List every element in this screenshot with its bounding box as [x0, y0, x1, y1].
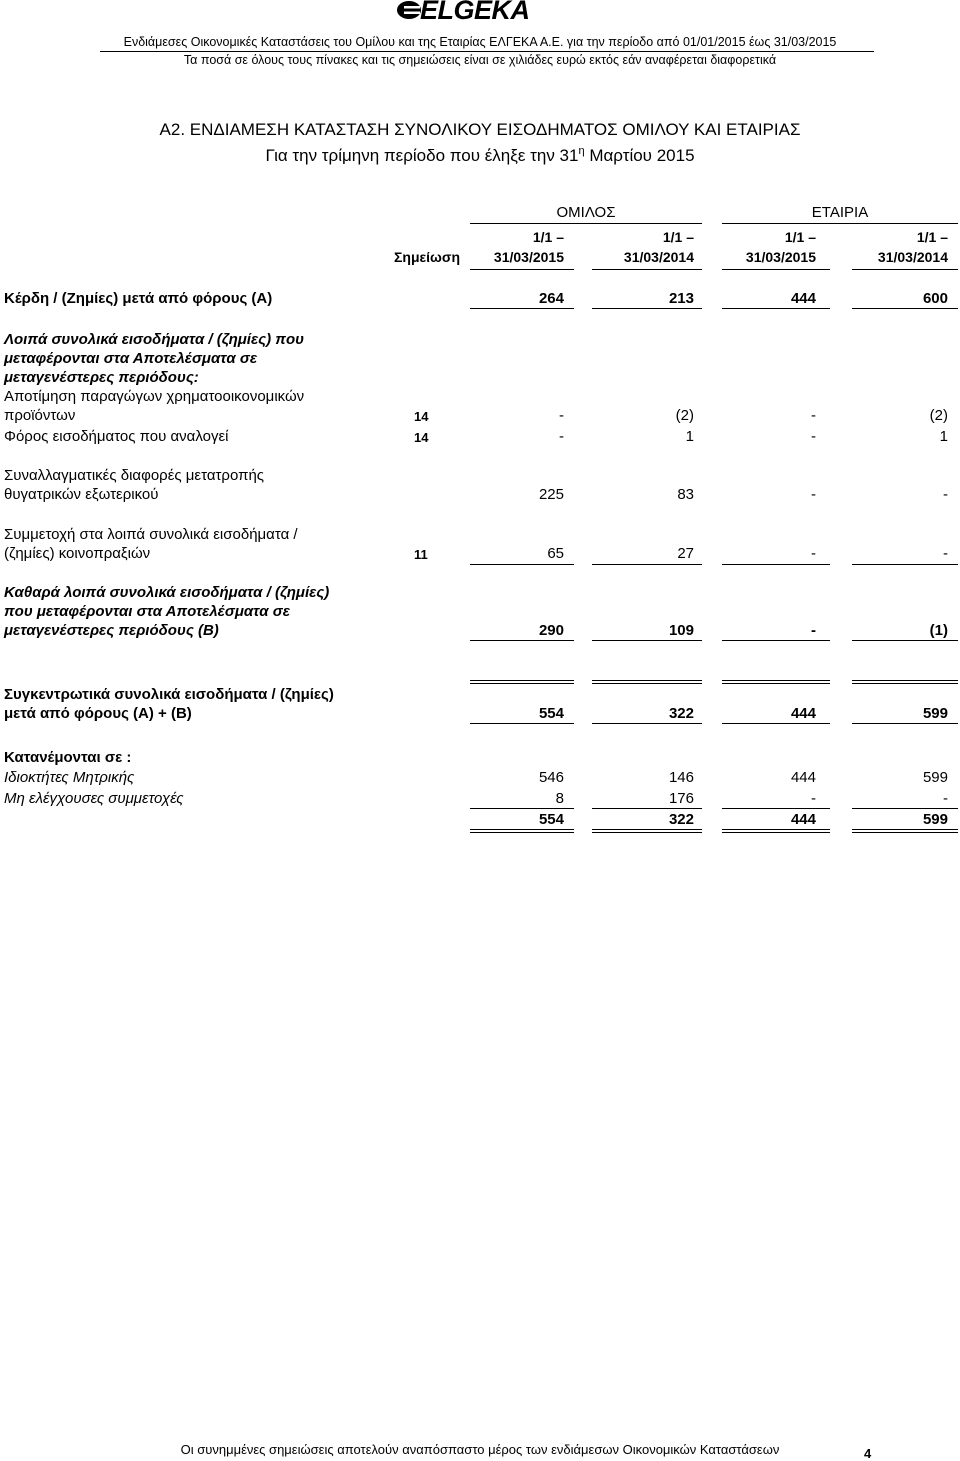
- row-label-derivatives-1: Αποτίμηση παραγώγων χρηματοοικονομικών: [4, 388, 305, 405]
- row-label-net-oci-2: που μεταφέρονται στα Αποτελέσματα σε: [4, 603, 290, 620]
- logo-e-icon: [396, 0, 422, 20]
- sum-rule-col4-a: [852, 829, 958, 830]
- group-header-company: ΕΤΑΙΡΙΑ: [811, 204, 869, 221]
- owners-col3: 444: [790, 769, 816, 786]
- profit-col4: 600: [922, 290, 948, 307]
- jv-rule-col3: [722, 564, 830, 565]
- row-label-tax: Φόρος εισοδήματος που αναλογεί: [4, 428, 229, 445]
- sum-col1: 554: [538, 811, 564, 828]
- row-label-total-1: Συγκεντρωτικά συνολικά εισοδήματα / (ζημίες): [4, 686, 334, 703]
- jv-col2: 27: [677, 545, 694, 562]
- total-bottom-rule-col3: [722, 723, 830, 724]
- derivatives-col2: (2): [675, 407, 694, 424]
- fx-col3: -: [811, 486, 816, 503]
- jv-rule-col4: [852, 564, 958, 565]
- sum-rule-col2-b: [592, 832, 702, 833]
- row-label-profit: Κέρδη / (Ζημίες) μετά από φόρους (Α): [4, 290, 273, 307]
- derivatives-note: 14: [414, 409, 429, 424]
- col3-header-bottom: 31/03/2015: [745, 249, 816, 265]
- nci-rule-col4: [852, 808, 958, 809]
- net-oci-rule-col4: [852, 640, 958, 641]
- total-top-rule-col3-b: [722, 683, 830, 684]
- page-number: 4: [864, 1446, 872, 1461]
- fx-col2: 83: [677, 486, 694, 503]
- fx-col4: -: [943, 486, 948, 503]
- col2-header-bottom: 31/03/2014: [623, 249, 694, 265]
- nci-col1: 8: [555, 790, 564, 807]
- profit-rule-col4: [852, 308, 958, 309]
- note-column-header: Σημείωση: [393, 249, 460, 265]
- nci-rule-col2: [592, 808, 702, 809]
- net-oci-rule-col2: [592, 640, 702, 641]
- total-col1: 554: [538, 705, 564, 722]
- col2-header-top: 1/1 –: [662, 229, 694, 245]
- owners-col2: 146: [668, 769, 694, 786]
- sum-rule-col3-a: [722, 829, 830, 830]
- derivatives-col4: (2): [929, 407, 948, 424]
- group-header-group: ΟΜΙΛΟΣ: [556, 204, 616, 221]
- nci-col3: -: [811, 790, 816, 807]
- derivatives-col3: -: [811, 407, 816, 424]
- row-label-nci: Μη ελέγχουσες συμμετοχές: [4, 790, 184, 807]
- brand-name: ELGEKA: [420, 0, 530, 25]
- profit-col1: 264: [538, 290, 564, 307]
- row-label-attributed: Κατανέμονται σε :: [4, 749, 132, 766]
- total-bottom-rule-col4: [852, 723, 958, 724]
- jv-col4: -: [943, 545, 948, 562]
- profit-rule-col2: [592, 308, 702, 309]
- col4-header-rule: [852, 269, 958, 270]
- tax-col3: -: [811, 428, 816, 445]
- row-label-fx-1: Συναλλαγματικές διαφορές μετατροπής: [4, 467, 265, 484]
- total-bottom-rule-col1: [470, 723, 574, 724]
- col4-header-top: 1/1 –: [916, 229, 948, 245]
- row-label-fx-2: θυγατρικών εξωτερικού: [4, 486, 159, 503]
- tax-note: 14: [414, 430, 429, 445]
- jv-col3: -: [811, 545, 816, 562]
- derivatives-col1: -: [559, 407, 564, 424]
- total-col3: 444: [790, 705, 816, 722]
- row-label-owners: Ιδιοκτήτες Μητρικής: [4, 769, 135, 786]
- tax-col2: 1: [685, 428, 694, 445]
- total-col2: 322: [668, 705, 694, 722]
- sum-rule-col3-b: [722, 832, 830, 833]
- jv-col1: 65: [547, 545, 564, 562]
- col1-header-bottom: 31/03/2015: [493, 249, 564, 265]
- col2-header-rule: [592, 269, 702, 270]
- col3-header-top: 1/1 –: [784, 229, 816, 245]
- net-oci-col1: 290: [538, 622, 564, 639]
- oci-heading-line1: Λοιπά συνολικά εισοδήματα / (ζημίες) που: [4, 331, 304, 348]
- col1-header-top: 1/1 –: [532, 229, 564, 245]
- jv-rule-col1: [470, 564, 574, 565]
- profit-col3: 444: [790, 290, 816, 307]
- elgeka-logo: [396, 0, 536, 24]
- profit-rule-col1: [470, 308, 574, 309]
- col4-header-bottom: 31/03/2014: [877, 249, 948, 265]
- sum-col4: 599: [922, 811, 948, 828]
- net-oci-rule-col1: [470, 640, 574, 641]
- page-title: Α2. ΕΝΔΙΑΜΕΣΗ ΚΑΤΑΣΤΑΣΗ ΣΥΝΟΛΙΚΟΥ ΕΙΣΟΔΗΜΑΤΟΣ ΟΜΙΛΟΥ ΚΑΙ ΕΤΑΙΡΙΑΣ: [159, 120, 801, 139]
- jv-rule-col2: [592, 564, 702, 565]
- total-col4: 599: [922, 705, 948, 722]
- net-oci-col3: -: [811, 622, 816, 639]
- group-rule-left: [470, 223, 702, 224]
- sum-rule-col4-b: [852, 832, 958, 833]
- total-top-rule-col2-b: [592, 683, 702, 684]
- row-label-net-oci-1: Καθαρά λοιπά συνολικά εισοδήματα / (ζημίες): [4, 584, 330, 601]
- header-line-2: Τα ποσά σε όλους τους πίνακες και τις σημειώσεις είναι σε χιλιάδες ευρώ εκτός εάν αναφέρεται διαφορετικά: [183, 53, 777, 67]
- total-top-rule-col1-b: [470, 683, 574, 684]
- total-bottom-rule-col2: [592, 723, 702, 724]
- header-line-1: Ενδιάμεσες Οικονομικές Καταστάσεις του Ομίλου και της Εταιρίας ΕΛΓΕΚΑ Α.Ε. για την περίοδο από 01/01/2015 έως 31/03/2015: [123, 35, 837, 49]
- row-label-jv-1: Συμμετοχή στα λοιπά συνολικά εισοδήματα /: [4, 526, 298, 543]
- net-oci-col2: 109: [668, 622, 694, 639]
- sum-col2: 322: [668, 811, 694, 828]
- sum-rule-col1-a: [470, 829, 574, 830]
- row-label-derivatives-2: προϊόντων: [4, 407, 76, 424]
- total-top-rule-col4-b: [852, 683, 958, 684]
- footer-note: Οι συνημμένες σημειώσεις αποτελούν αναπόσπαστο μέρος των ενδιάμεσων Οικονομικών Καταστάσεων: [180, 1442, 780, 1457]
- group-rule-right: [722, 223, 958, 224]
- jv-note: 11: [414, 547, 428, 562]
- owners-col1: 546: [538, 769, 564, 786]
- tax-col1: -: [559, 428, 564, 445]
- row-label-jv-2: (ζημίες) κοινοπραξιών: [4, 545, 151, 562]
- sum-col3: 444: [790, 811, 816, 828]
- net-oci-rule-col3: [722, 640, 830, 641]
- col1-header-rule: [470, 269, 574, 270]
- total-top-rule-col1-a: [470, 680, 574, 681]
- owners-col4: 599: [922, 769, 948, 786]
- row-label-net-oci-3: μεταγενέστερες περιόδους (Β): [4, 622, 219, 639]
- sum-rule-col2-a: [592, 829, 702, 830]
- total-top-rule-col2-a: [592, 680, 702, 681]
- nci-rule-col3: [722, 808, 830, 809]
- total-top-rule-col4-a: [852, 680, 958, 681]
- oci-heading-line3: μεταγενέστερες περιόδους:: [4, 369, 199, 386]
- total-top-rule-col3-a: [722, 680, 830, 681]
- profit-col2: 213: [668, 290, 694, 307]
- nci-rule-col1: [470, 808, 574, 809]
- nci-col4: -: [943, 790, 948, 807]
- fx-col1: 225: [538, 486, 564, 503]
- row-label-total-2: μετά από φόρους (Α) + (Β): [4, 705, 192, 722]
- net-oci-col4: (1): [929, 622, 948, 639]
- col3-header-rule: [722, 269, 830, 270]
- profit-rule-col3: [722, 308, 830, 309]
- tax-col4: 1: [939, 428, 948, 445]
- oci-heading-line2: μεταφέρονται στα Αποτελέσματα σε: [4, 350, 258, 367]
- nci-col2: 176: [668, 790, 694, 807]
- sum-rule-col1-b: [470, 832, 574, 833]
- page-subtitle: Για την τρίμηνη περίοδο που έληξε την $31^\eta$ Μαρτίου 2015: [265, 145, 695, 165]
